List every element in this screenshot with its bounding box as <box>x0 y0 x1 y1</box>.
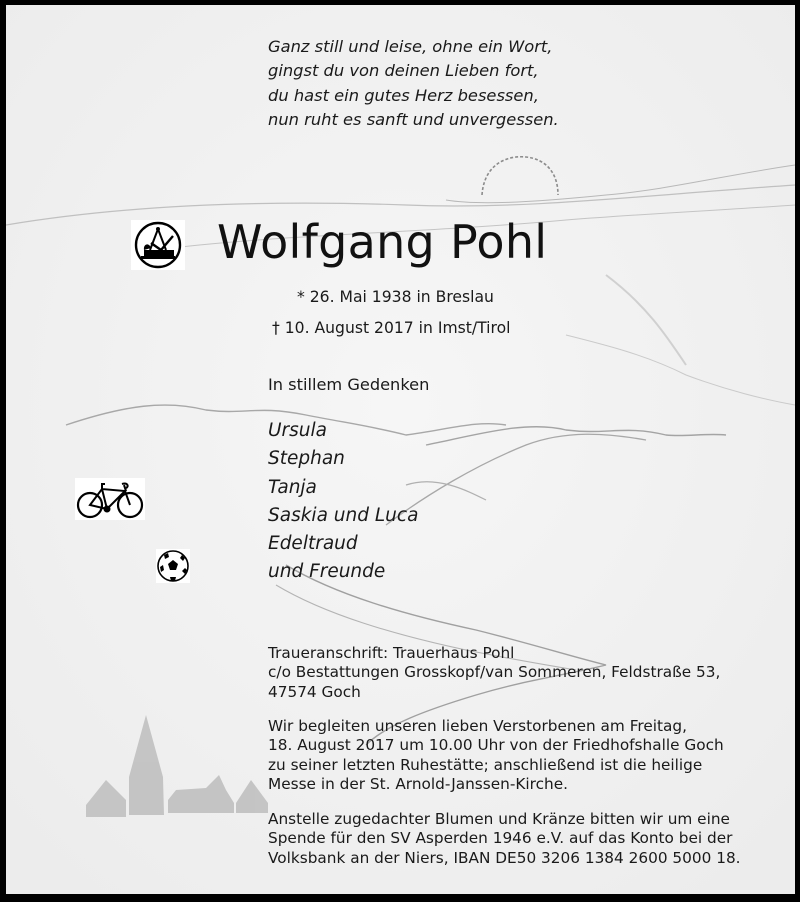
mourners-list <box>268 417 418 587</box>
donation-line: Anstelle zugedachter Blumen und Kränze bitten wir um eine <box>268 810 730 828</box>
donation-line: Volksbank an der Niers, IBAN DE50 3206 1384 2600 5000 18. <box>268 848 741 867</box>
mourner-name: Edeltraud <box>268 533 358 555</box>
funeral-details <box>268 717 724 794</box>
remembrance-heading: In stillem Gedenken <box>268 375 430 394</box>
donation-request <box>268 810 741 868</box>
funeral-line: Wir begleiten unseren lieben Verstorbenen am Freitag, <box>268 717 687 735</box>
deceased-name: Wolfgang Pohl <box>217 215 548 269</box>
funeral-line: 18. August 2017 um 10.00 Uhr von der Friedhofshalle Goch <box>268 736 724 755</box>
address-line: 47574 Goch <box>268 682 361 701</box>
poem-line: nun ruht es sanft und unvergessen. <box>268 109 559 129</box>
mourner-name: Stephan <box>268 448 345 470</box>
address-line: Traueranschrift: Trauerhaus Pohl <box>268 644 515 662</box>
funeral-line: Messe in der St. Arnold-Janssen-Kirche. <box>268 774 568 793</box>
mourner-name: Tanja <box>268 476 317 498</box>
mourning-address <box>268 644 720 702</box>
bicycle-icon <box>75 478 145 520</box>
donation-line: Spende für den SV Asperden 1946 e.V. auf das Konto bei der <box>268 829 733 848</box>
mourner-name: und Freunde <box>268 561 386 583</box>
birth-date: * 26. Mai 1938 in Breslau <box>297 288 494 306</box>
poem-line: Ganz still und leise, ohne ein Wort, <box>268 37 553 56</box>
death-date: † 10. August 2017 in Imst/Tirol <box>272 319 511 337</box>
soccer-ball-icon <box>156 549 190 583</box>
obituary-notice <box>6 5 795 894</box>
poem-line: du hast ein gutes Herz besessen, <box>268 85 539 105</box>
carpenter-guild-emblem-icon <box>131 220 185 270</box>
funeral-line: zu seiner letzten Ruhestätte; anschließend ist die heilige <box>268 755 703 774</box>
mourner-name: Saskia und Luca <box>268 504 419 526</box>
mourner-name: Ursula <box>268 420 327 441</box>
poem-line: gingst du von deinen Lieben fort, <box>268 61 539 81</box>
address-line: c/o Bestattungen Grosskopf/van Sommeren, Feldstraße 53, <box>268 663 721 682</box>
memorial-poem <box>268 35 559 132</box>
